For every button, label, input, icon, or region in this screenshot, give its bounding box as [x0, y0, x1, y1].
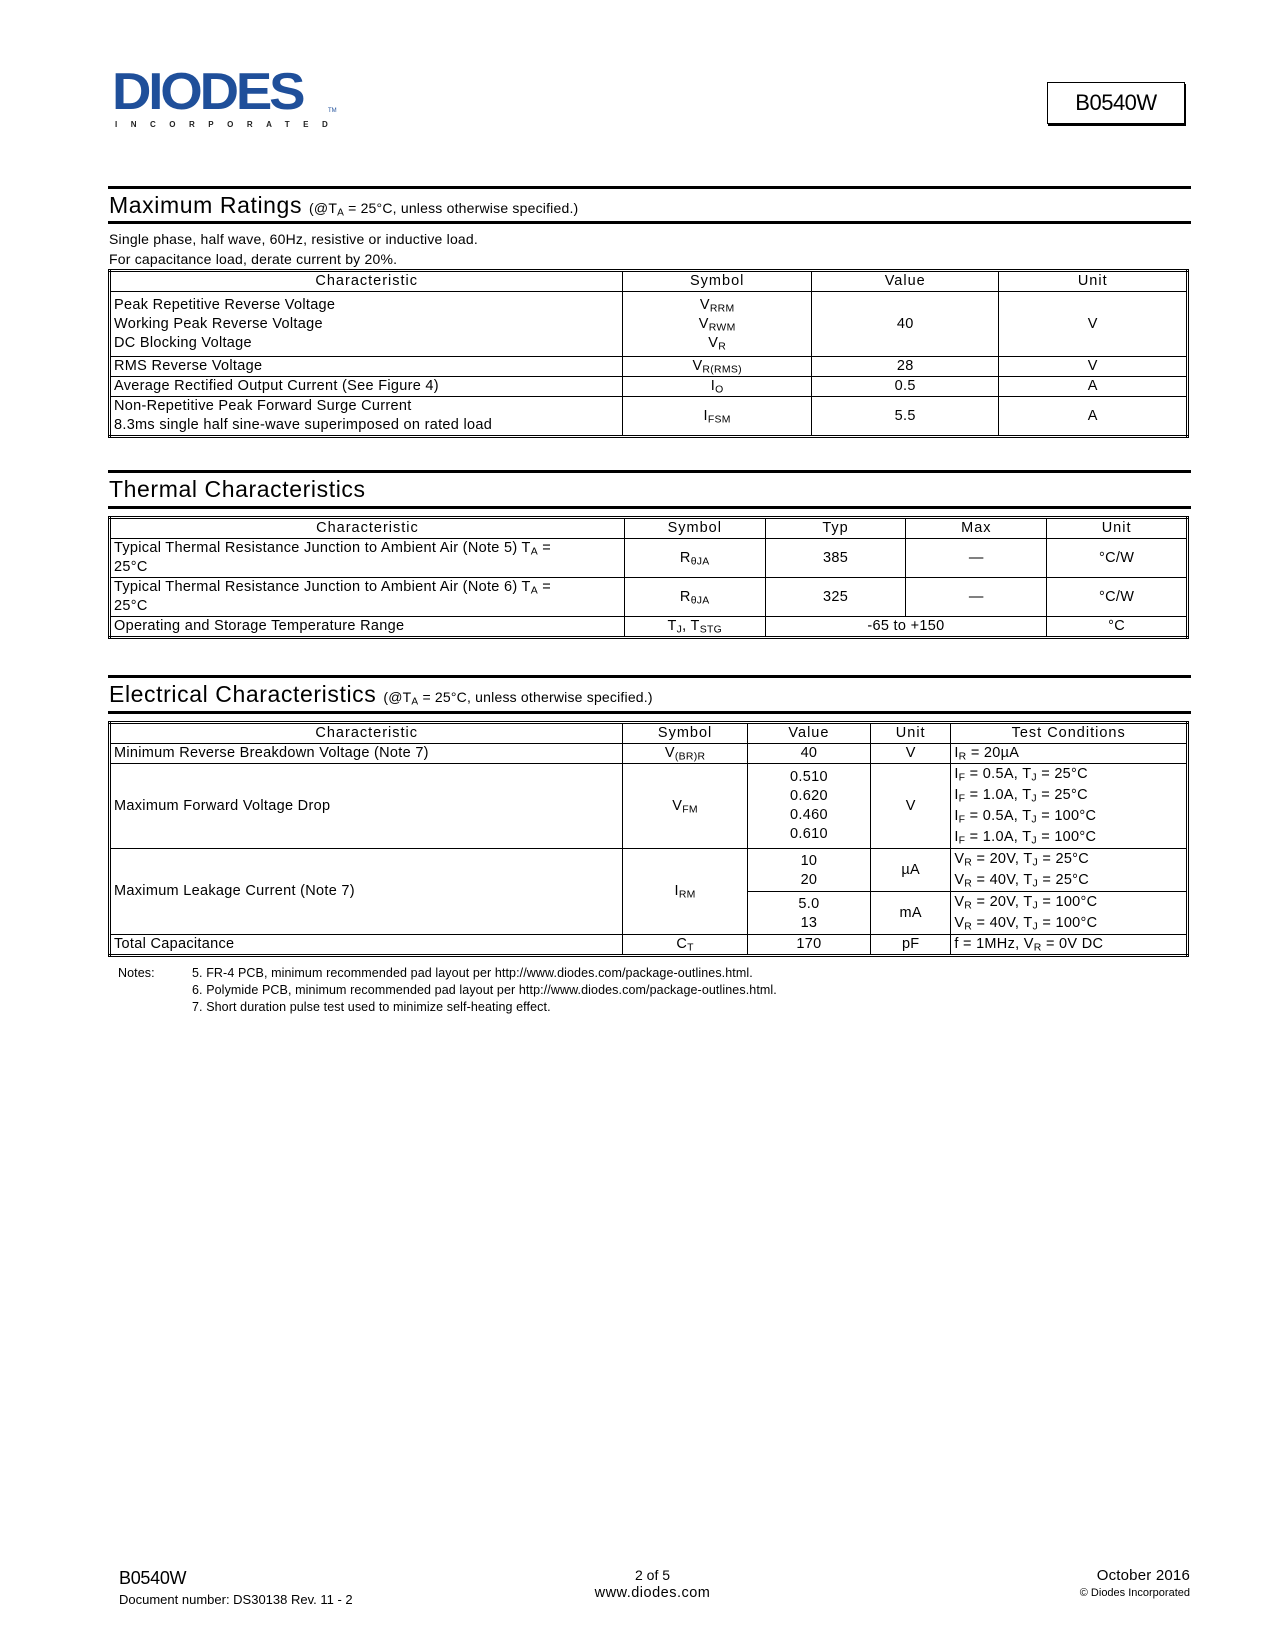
unit-cell: V	[999, 292, 1188, 357]
logo-wordmark: DIODES	[112, 63, 303, 121]
characteristic-cell: Maximum Leakage Current (Note 7)	[110, 849, 623, 935]
table-header-row	[110, 271, 1188, 292]
column-header: Symbol	[624, 518, 765, 539]
characteristic-cell: Total Capacitance	[110, 935, 623, 956]
section-condition: ($@T_A = 25^\circ C$, unless otherwise specified.)	[383, 689, 653, 708]
section-rule	[108, 675, 1191, 678]
characteristic-cell: RMS Reverse Voltage	[110, 357, 623, 377]
characteristic-cell: Minimum Reverse Breakdown Voltage (Note 7)	[110, 744, 623, 764]
section-rule	[108, 186, 1191, 189]
max-ratings-note	[109, 229, 478, 269]
unit-cell: V	[871, 744, 951, 764]
notes-label: Notes:	[118, 966, 155, 980]
note-item: 7. Short duration pulse test used to minimize self-heating effect.	[192, 1000, 551, 1014]
unit-cell: A	[999, 377, 1188, 397]
characteristic-cell: Operating and Storage Temperature Range	[110, 617, 625, 638]
value-cell: 10 20	[747, 849, 870, 892]
test-condition-cell: $I_R = 20\mu A$	[951, 744, 1188, 764]
test-condition-cell: $V_R = 20V$, $T_J = 100^\circ C$ $V_R = 40V$, $T_J = 100^\circ C$	[951, 892, 1188, 935]
test-condition-cell: f = 1MHz, $V_R = 0V$ DC	[951, 935, 1188, 956]
note-line: Single phase, half wave, 60Hz, resistive or inductive load.	[109, 231, 478, 247]
column-header: Characteristic	[110, 518, 625, 539]
table-row	[110, 357, 1188, 377]
column-header: Max	[906, 518, 1047, 539]
unit-cell: pF	[871, 935, 951, 956]
characteristic-cell: Maximum Forward Voltage Drop	[110, 764, 623, 849]
column-header: Characteristic	[110, 271, 623, 292]
characteristic-cell: Typical Thermal Resistance Junction to Ambient Air (Note 5) $T_A$ = 25°C	[110, 539, 625, 578]
characteristic-cell: Average Rectified Output Current (See Figure 4)	[110, 377, 623, 397]
footer-left	[119, 1568, 353, 1607]
symbol-cell: $I_O$	[623, 377, 812, 397]
footer-center	[560, 1567, 745, 1601]
page-number: 2 of 5	[634, 1567, 671, 1583]
footer-part-number: B0540W	[119, 1568, 187, 1588]
footer-right	[1000, 1567, 1190, 1599]
table-header-row	[110, 518, 1188, 539]
symbol-cell: $I_{FSM}$	[623, 397, 812, 437]
range-cell: -65 to +150	[765, 617, 1047, 638]
section-rule	[108, 221, 1191, 224]
symbol-cell: $V_{RRM}$ $V_{RWM}$ $V_R$	[623, 292, 812, 357]
thermal-table	[108, 516, 1189, 639]
column-header: Unit	[871, 723, 951, 744]
max-ratings-table	[108, 269, 1189, 438]
table-row	[110, 849, 1188, 892]
value-cell: 0.510 0.620 0.460 0.610	[747, 764, 870, 849]
value-cell: 170	[747, 935, 870, 956]
value-cell: 5.5	[811, 397, 999, 437]
unit-cell: V	[871, 764, 951, 849]
part-number-box	[1047, 82, 1185, 124]
column-header: Value	[811, 271, 999, 292]
test-condition-cell: $V_R = 20V$, $T_J = 25^\circ C$ $V_R = 40V$, $T_J = 25^\circ C$	[951, 849, 1188, 892]
diodes-logo	[112, 63, 342, 130]
note-item: 6. Polymide PCB, minimum recommended pad layout per http://www.diodes.com/package-outlines.html.	[192, 983, 777, 997]
table-row	[110, 617, 1188, 638]
part-number: B0540W	[1075, 90, 1157, 115]
max-cell: —	[906, 578, 1047, 617]
value-cell: 5.0 13	[747, 892, 870, 935]
test-condition-cell: $I_F = 0.5A$, $T_J = 25^\circ C$ $I_F = 1.0A$, $T_J = 25^\circ C$ $I_F = 0.5A$, $T_J = 100^\circ C$ $I_F = 1.0A$, $T_J = 100^\circ C$	[951, 764, 1188, 849]
column-header: Value	[747, 723, 870, 744]
value-cell: 0.5	[811, 377, 999, 397]
footer-date: October 2016	[1096, 1567, 1190, 1584]
typ-cell: 385	[765, 539, 906, 578]
section-rule	[108, 470, 1191, 473]
table-row	[110, 744, 1188, 764]
unit-cell: °C/W	[1047, 539, 1188, 578]
logo-trademark: TM	[328, 108, 337, 114]
electrical-table	[108, 721, 1189, 957]
column-header: Characteristic	[110, 723, 623, 744]
symbol-cell: $T_J$, $T_{STG}$	[624, 617, 765, 638]
section-rule	[108, 711, 1191, 714]
symbol-cell: $V_{(BR)R}$	[623, 744, 747, 764]
logo-subtext: INCORPORATED	[115, 120, 342, 129]
value-cell: 40	[811, 292, 999, 357]
table-header-row	[110, 723, 1188, 744]
symbol-cell: $R_{\theta JA}$	[624, 539, 765, 578]
column-header: Unit	[1047, 518, 1188, 539]
max-cell: —	[906, 539, 1047, 578]
unit-cell: °C/W	[1047, 578, 1188, 617]
table-row	[110, 397, 1188, 437]
column-header: Typ	[765, 518, 906, 539]
column-header: Symbol	[623, 723, 747, 744]
characteristic-cell: Peak Repetitive Reverse Voltage Working Peak Reverse Voltage DC Blocking Voltage	[110, 292, 623, 357]
document-number: Document number: DS30138 Rev. 11 - 2	[119, 1592, 353, 1607]
electrical-title: Electrical Characteristics ($@T_A = 25^\circ C$, unless otherwise specified.)	[109, 681, 653, 708]
value-cell: 28	[811, 357, 999, 377]
table-row	[110, 578, 1188, 617]
unit-cell: mA	[871, 892, 951, 935]
symbol-cell: $V_{FM}$	[623, 764, 747, 849]
unit-cell: °C	[1047, 617, 1188, 638]
section-title-text: Maximum Ratings	[109, 192, 303, 218]
characteristic-cell: Typical Thermal Resistance Junction to Ambient Air (Note 6) $T_A$ = 25°C	[110, 578, 625, 617]
table-row	[110, 764, 1188, 849]
symbol-cell: $V_{R(RMS)}$	[623, 357, 812, 377]
copyright: © Diodes Incorporated	[1079, 1587, 1190, 1599]
note-line: For capacitance load, derate current by 20%.	[109, 251, 398, 267]
table-row	[110, 292, 1188, 357]
max-ratings-title	[109, 192, 578, 219]
section-condition: ($@T_A = 25^\circ C$, unless otherwise specified.)	[309, 200, 579, 219]
symbol-cell: $R_{\theta JA}$	[624, 578, 765, 617]
website-link[interactable]: www.diodes.com	[594, 1585, 711, 1601]
column-header: Unit	[999, 271, 1188, 292]
column-header: Test Conditions	[951, 723, 1188, 744]
unit-cell: V	[999, 357, 1188, 377]
note-item: 5. FR-4 PCB, minimum recommended pad layout per http://www.diodes.com/package-outlines.html.	[192, 966, 753, 980]
symbol-cell: $C_T$	[623, 935, 747, 956]
unit-cell: A	[999, 397, 1188, 437]
value-cell: 40	[747, 744, 870, 764]
column-header: Symbol	[623, 271, 812, 292]
symbol-cell: $I_{RM}$	[623, 849, 747, 935]
unit-cell: µA	[871, 849, 951, 892]
thermal-title: Thermal Characteristics	[109, 476, 366, 502]
table-row	[110, 539, 1188, 578]
section-rule	[108, 506, 1191, 509]
table-row	[110, 377, 1188, 397]
characteristic-cell: Non-Repetitive Peak Forward Surge Current 8.3ms single half sine-wave superimposed on rated load	[110, 397, 623, 437]
typ-cell: 325	[765, 578, 906, 617]
table-row	[110, 935, 1188, 956]
